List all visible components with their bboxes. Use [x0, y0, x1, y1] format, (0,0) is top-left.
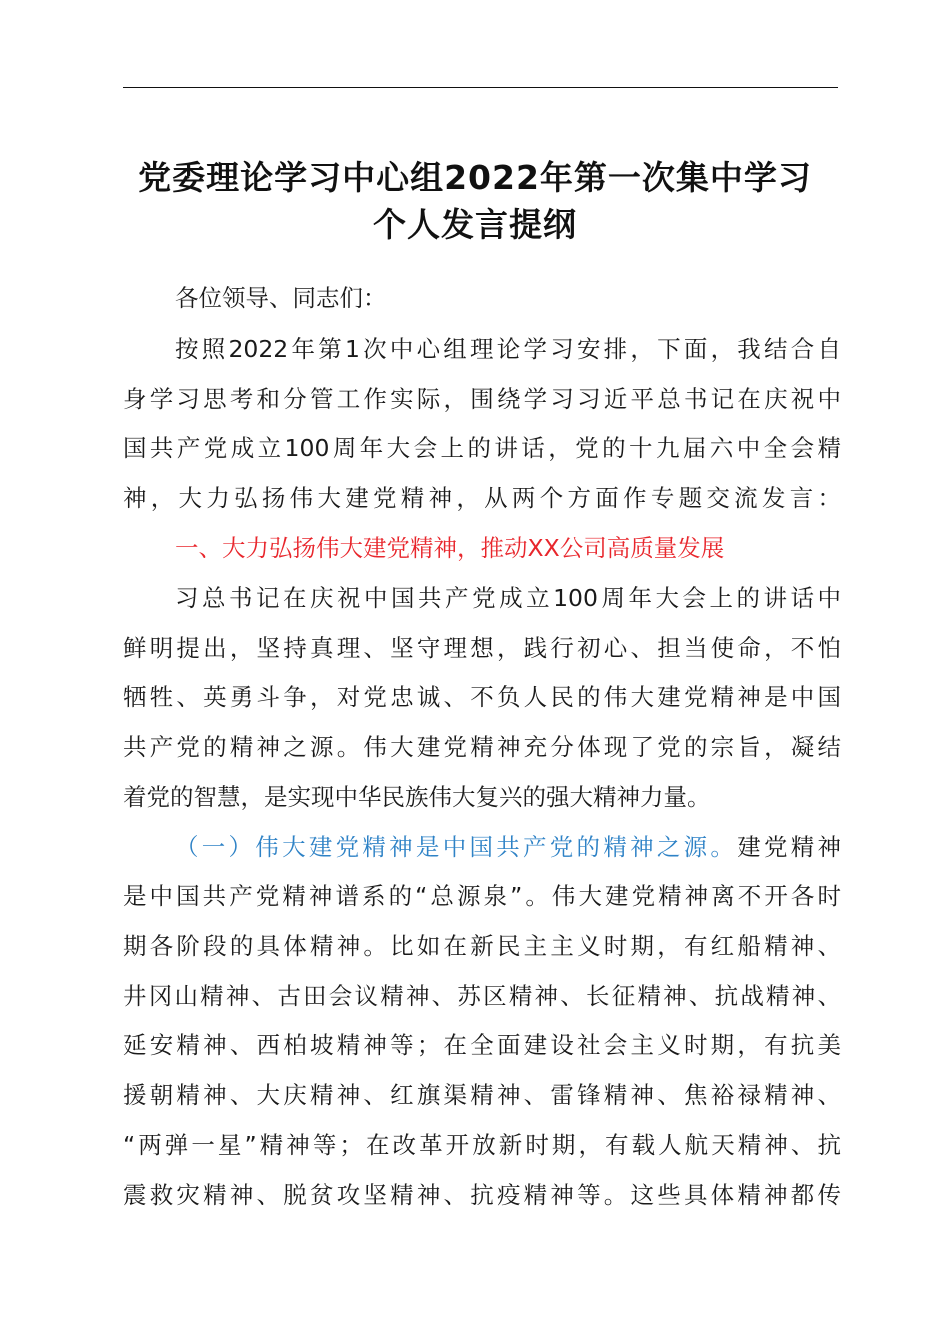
subsection1-first-line: [175, 832, 841, 862]
intro-line: 身学习思考和分管工作实际，围绕学习习近平总书记在庆祝中: [123, 385, 841, 413]
subsection1-line: 震救灾精神、脱贫攻坚精神、抗疫精神等。这些具体精神都传: [123, 1181, 841, 1209]
subsection1-line: 援朝精神、大庆精神、红旗渠精神、雷锋精神、焦裕禄精神、: [123, 1081, 841, 1109]
section1-line: 鲜明提出，坚持真理、坚守理想，践行初心、担当使命，不怕: [123, 634, 841, 662]
subsection1-first-rest: 建党精神: [737, 833, 841, 861]
section1-heading: 一、大力弘扬伟大建党精神，推动XX公司高质量发展: [175, 534, 725, 562]
document-title-line1: 党委理论学习中心组2022年第一次集中学习: [138, 158, 812, 197]
section1-line: 习总书记在庆祝中国共产党成立100周年大会上的讲话中: [175, 584, 841, 612]
subsection1-heading: （一）伟大建党精神是中国共产党的精神之源。: [175, 833, 738, 861]
subsection1-line: 井冈山精神、古田会议精神、苏区精神、长征精神、抗战精神、: [123, 982, 841, 1010]
intro-line: 按照2022年第1次中心组理论学习安排，下面，我结合自: [175, 335, 841, 363]
intro-line: 神，大力弘扬伟大建党精神，从两个方面作专题交流发言：: [123, 484, 841, 512]
subsection1-line: “两弹一星”精神等；在改革开放新时期，有载人航天精神、抗: [123, 1131, 841, 1159]
intro-line: 国共产党成立100周年大会上的讲话，党的十九届六中全会精: [123, 434, 841, 462]
subsection1-line: 期各阶段的具体精神。比如在新民主主义时期，有红船精神、: [123, 932, 841, 960]
subsection1-line: 是中国共产党精神谱系的“总源泉”。伟大建党精神离不开各时: [123, 882, 841, 910]
section1-line: 牺牲、英勇斗争，对党忠诚、不负人民的伟大建党精神是中国: [123, 683, 841, 711]
subsection1-line: 延安精神、西柏坡精神等；在全面建设社会主义时期，有抗美: [123, 1031, 841, 1059]
document-title-line2: 个人发言提纲: [373, 205, 577, 244]
section1-line: 共产党的精神之源。伟大建党精神充分体现了党的宗旨，凝结: [123, 733, 841, 761]
header-rule: [123, 87, 838, 88]
section1-line: 着党的智慧，是实现中华民族伟大复兴的强大精神力量。: [123, 783, 711, 811]
salutation: 各位领导、同志们：: [175, 284, 387, 312]
